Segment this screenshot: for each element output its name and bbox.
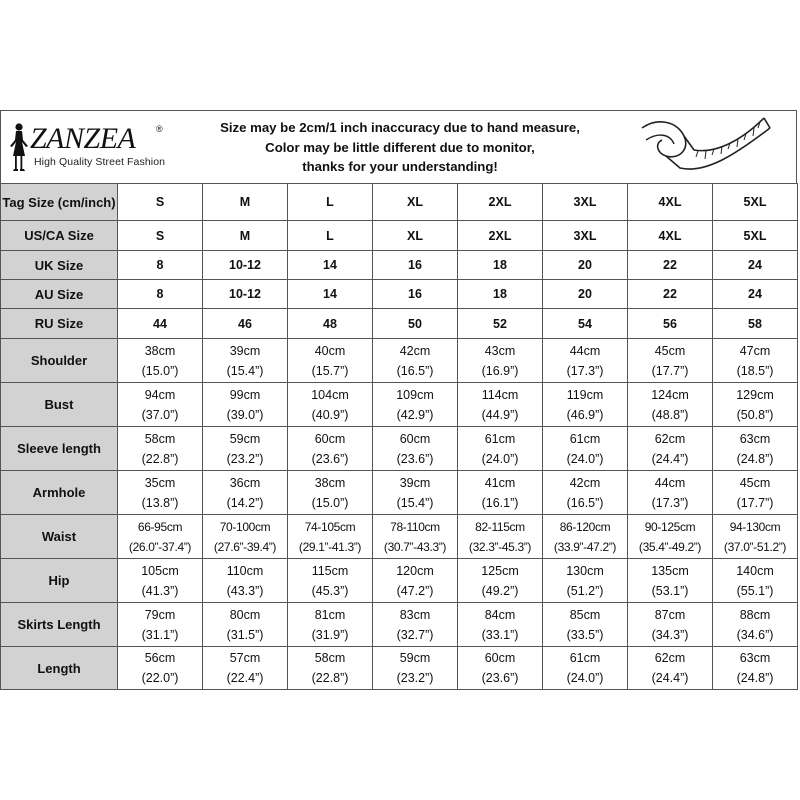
measurement-cell <box>628 647 713 690</box>
measurement-row <box>1 471 798 515</box>
inch-value: (16.1”) <box>481 495 519 510</box>
size-cell: 52 <box>458 309 543 339</box>
cm-value: 39cm <box>229 343 261 358</box>
size-cell: 16 <box>373 280 458 309</box>
cm-value: 45cm <box>654 343 686 358</box>
size-cell: 8 <box>118 280 203 309</box>
inch-value: (37.0”-51.2”) <box>723 539 787 554</box>
inch-value: (33.1”) <box>481 627 519 642</box>
inch-value: (16.5”) <box>566 495 604 510</box>
inch-value: (14.2”) <box>226 495 264 510</box>
size-row <box>1 309 798 339</box>
size-cell: 18 <box>458 251 543 280</box>
inch-value: (31.9”) <box>311 627 349 642</box>
measurement-cell <box>458 427 543 471</box>
notice-line: Size may be 2cm/1 inch inaccuracy due to hand measure, <box>220 120 580 135</box>
cm-value: 70-100cm <box>219 519 271 534</box>
measurement-cell <box>628 339 713 383</box>
measurement-cell <box>118 427 203 471</box>
measurement-cell <box>543 515 628 559</box>
measurement-cell <box>543 647 628 690</box>
inch-value: (32.7”) <box>396 627 434 642</box>
size-notice <box>190 118 610 177</box>
measurement-cell <box>458 383 543 427</box>
inch-value: (35.4”-49.2”) <box>638 539 702 554</box>
cm-value: 94cm <box>144 387 176 402</box>
measurement-cell <box>458 515 543 559</box>
inch-value: (33.9”-47.2”) <box>553 539 617 554</box>
inch-value: (31.1”) <box>141 627 179 642</box>
cm-value: 66-95cm <box>137 519 183 534</box>
measurement-row <box>1 647 798 690</box>
row-label: Hip <box>1 559 118 603</box>
measurement-cell <box>458 339 543 383</box>
measurement-cell <box>713 383 798 427</box>
size-cell: 46 <box>203 309 288 339</box>
inch-value: (45.3”) <box>311 583 349 598</box>
measurement-cell <box>628 427 713 471</box>
cm-value: 61cm <box>569 651 601 665</box>
size-cell: 5XL <box>713 221 798 251</box>
cm-value: 44cm <box>569 343 601 358</box>
cm-value: 40cm <box>314 343 346 358</box>
inch-value: (15.4”) <box>396 495 434 510</box>
measurement-cell <box>713 515 798 559</box>
size-cell: 2XL <box>458 184 543 221</box>
row-label: RU Size <box>1 309 118 339</box>
cm-value: 88cm <box>739 607 771 622</box>
inch-value: (31.5”) <box>226 627 264 642</box>
measurement-cell <box>288 603 373 647</box>
measurement-cell <box>713 427 798 471</box>
inch-value: (24.8”) <box>736 451 774 466</box>
measurement-cell <box>713 471 798 515</box>
measurement-row <box>1 515 798 559</box>
measurement-cell <box>288 383 373 427</box>
measurement-cell <box>373 603 458 647</box>
row-label: AU Size <box>1 280 118 309</box>
inch-value: (44.9”) <box>481 407 519 422</box>
cm-value: 109cm <box>396 387 434 402</box>
inch-value: (23.2”) <box>396 671 434 685</box>
measurement-cell <box>118 647 203 690</box>
inch-value: (27.6”-39.4”) <box>213 539 277 554</box>
cm-value: 42cm <box>399 343 431 358</box>
inch-value: (51.2”) <box>566 583 604 598</box>
size-cell: 14 <box>288 280 373 309</box>
measurement-cell <box>543 427 628 471</box>
size-cell: XL <box>373 184 458 221</box>
measurement-cell <box>118 383 203 427</box>
inch-value: (34.6”) <box>736 627 774 642</box>
size-cell: 4XL <box>628 184 713 221</box>
inch-value: (41.3”) <box>141 583 179 598</box>
inch-value: (23.2”) <box>226 451 264 466</box>
inch-value: (33.5”) <box>566 627 604 642</box>
cm-value: 62cm <box>654 431 686 446</box>
cm-value: 60cm <box>314 431 346 446</box>
measurement-cell <box>543 471 628 515</box>
row-label: Shoulder <box>1 339 118 383</box>
measurement-cell <box>203 647 288 690</box>
measurement-cell <box>458 559 543 603</box>
measuring-tape-icon <box>636 114 776 181</box>
inch-value: (23.6”) <box>396 451 434 466</box>
inch-value: (17.7”) <box>651 363 689 378</box>
brand-tagline: High Quality Street Fashion <box>34 156 166 168</box>
row-label: UK Size <box>1 251 118 280</box>
cm-value: 57cm <box>229 651 261 665</box>
cm-value: 43cm <box>484 343 516 358</box>
brand-logo <box>6 120 176 180</box>
inch-value: (15.4”) <box>226 363 264 378</box>
measurement-cell <box>713 559 798 603</box>
measurement-row <box>1 339 798 383</box>
size-cell: M <box>203 184 288 221</box>
measurement-cell <box>628 471 713 515</box>
size-cell: 4XL <box>628 221 713 251</box>
size-cell: L <box>288 221 373 251</box>
measurement-cell <box>203 559 288 603</box>
size-row <box>1 184 798 221</box>
size-cell: 10-12 <box>203 251 288 280</box>
cm-value: 90-125cm <box>644 519 696 534</box>
size-cell: 58 <box>713 309 798 339</box>
inch-value: (24.8”) <box>736 671 774 685</box>
size-cell: 22 <box>628 251 713 280</box>
inch-value: (22.0”) <box>141 671 179 685</box>
size-chart-header <box>0 110 796 183</box>
cm-value: 119cm <box>566 387 604 402</box>
cm-value: 36cm <box>229 475 261 490</box>
size-cell: 3XL <box>543 221 628 251</box>
inch-value: (46.9”) <box>566 407 604 422</box>
size-cell: 44 <box>118 309 203 339</box>
inch-value: (13.8”) <box>141 495 179 510</box>
row-label: Sleeve length <box>1 427 118 471</box>
measurement-cell <box>203 471 288 515</box>
cm-value: 82-115cm <box>475 519 525 534</box>
measurement-cell <box>203 339 288 383</box>
inch-value: (22.8”) <box>141 451 179 466</box>
inch-value: (39.0”) <box>226 407 264 422</box>
cm-value: 129cm <box>736 387 774 402</box>
size-cell: M <box>203 221 288 251</box>
inch-value: (34.3”) <box>651 627 689 642</box>
size-cell: 18 <box>458 280 543 309</box>
measurement-cell <box>628 603 713 647</box>
size-cell: 20 <box>543 251 628 280</box>
cm-value: 60cm <box>484 651 516 665</box>
measurement-cell <box>288 647 373 690</box>
cm-value: 120cm <box>396 563 434 578</box>
inch-value: (24.4”) <box>651 451 689 466</box>
inch-value: (24.0”) <box>566 451 604 466</box>
cm-value: 42cm <box>569 475 601 490</box>
cm-value: 62cm <box>654 651 686 665</box>
measurement-cell <box>458 647 543 690</box>
size-cell: 20 <box>543 280 628 309</box>
row-label: Waist <box>1 515 118 559</box>
measurement-cell <box>458 603 543 647</box>
cm-value: 78-110cm <box>390 519 440 534</box>
measurement-cell <box>713 339 798 383</box>
size-cell: 2XL <box>458 221 543 251</box>
measurement-cell <box>203 515 288 559</box>
cm-value: 63cm <box>739 431 771 446</box>
measurement-cell <box>288 515 373 559</box>
inch-value: (37.0”) <box>141 407 179 422</box>
inch-value: (53.1”) <box>651 583 689 598</box>
brand-name: ZANZEA <box>30 122 136 155</box>
measurement-cell <box>118 603 203 647</box>
cm-value: 81cm <box>314 607 346 622</box>
cm-value: 74-105cm <box>304 519 356 534</box>
measurement-cell <box>458 471 543 515</box>
size-cell: 54 <box>543 309 628 339</box>
cm-value: 58cm <box>314 651 346 665</box>
size-chart-table <box>0 183 798 690</box>
cm-value: 63cm <box>739 651 771 665</box>
measurement-row <box>1 603 798 647</box>
measurement-cell <box>288 559 373 603</box>
measurement-cell <box>288 339 373 383</box>
inch-value: (17.3”) <box>651 495 689 510</box>
inch-value: (40.9”) <box>311 407 349 422</box>
row-label: Armhole <box>1 471 118 515</box>
measurement-cell <box>713 603 798 647</box>
measurement-cell <box>543 603 628 647</box>
inch-value: (24.0”) <box>566 671 604 685</box>
measurement-cell <box>118 339 203 383</box>
inch-value: (24.4”) <box>651 671 689 685</box>
inch-value: (15.0”) <box>311 495 349 510</box>
inch-value: (49.2”) <box>481 583 519 598</box>
cm-value: 47cm <box>739 343 771 358</box>
inch-value: (16.5”) <box>396 363 434 378</box>
cm-value: 35cm <box>144 475 176 490</box>
measurement-cell <box>543 339 628 383</box>
cm-value: 125cm <box>481 563 519 578</box>
inch-value: (30.7”-43.3”) <box>383 539 447 554</box>
cm-value: 56cm <box>144 651 176 665</box>
inch-value: (16.9”) <box>481 363 519 378</box>
cm-value: 80cm <box>229 607 261 622</box>
cm-value: 115cm <box>311 563 349 578</box>
inch-value: (22.4”) <box>226 671 264 685</box>
cm-value: 61cm <box>569 431 601 446</box>
cm-value: 59cm <box>229 431 261 446</box>
measurement-cell <box>628 383 713 427</box>
measurement-cell <box>118 559 203 603</box>
cm-value: 84cm <box>484 607 516 622</box>
inch-value: (15.0”) <box>141 363 179 378</box>
cm-value: 83cm <box>399 607 431 622</box>
inch-value: (43.3”) <box>226 583 264 598</box>
cm-value: 114cm <box>481 387 519 402</box>
inch-value: (15.7”) <box>311 363 349 378</box>
size-cell: 56 <box>628 309 713 339</box>
inch-value: (47.2”) <box>396 583 434 598</box>
measurement-cell <box>373 383 458 427</box>
row-label: US/CA Size <box>1 221 118 251</box>
cm-value: 39cm <box>399 475 431 490</box>
size-cell: 10-12 <box>203 280 288 309</box>
measurement-cell <box>628 559 713 603</box>
cm-value: 105cm <box>141 563 179 578</box>
cm-value: 130cm <box>566 563 604 578</box>
cm-value: 87cm <box>654 607 686 622</box>
measurement-cell <box>373 427 458 471</box>
measurement-cell <box>373 559 458 603</box>
measurement-cell <box>713 647 798 690</box>
cm-value: 124cm <box>651 387 689 402</box>
size-cell: 24 <box>713 251 798 280</box>
inch-value: (22.8”) <box>311 671 349 685</box>
size-row <box>1 280 798 309</box>
cm-value: 58cm <box>144 431 176 446</box>
cm-value: 86-120cm <box>559 519 611 534</box>
inch-value: (23.6”) <box>481 671 519 685</box>
measurement-cell <box>373 339 458 383</box>
cm-value: 45cm <box>739 475 771 490</box>
size-cell: S <box>118 184 203 221</box>
measurement-cell <box>118 515 203 559</box>
size-cell: 14 <box>288 251 373 280</box>
inch-value: (24.0”) <box>481 451 519 466</box>
row-label: Bust <box>1 383 118 427</box>
cm-value: 38cm <box>144 343 176 358</box>
measurement-cell <box>203 383 288 427</box>
size-cell: XL <box>373 221 458 251</box>
size-cell: L <box>288 184 373 221</box>
cm-value: 59cm <box>399 651 431 665</box>
header-right-border <box>796 110 797 183</box>
row-label: Length <box>1 647 118 690</box>
inch-value: (42.9”) <box>396 407 434 422</box>
measurement-cell <box>373 471 458 515</box>
inch-value: (18.5”) <box>736 363 774 378</box>
measurement-cell <box>203 603 288 647</box>
measurement-row <box>1 427 798 471</box>
size-row <box>1 251 798 280</box>
size-cell: 3XL <box>543 184 628 221</box>
row-label: Tag Size (cm/inch) <box>1 184 118 221</box>
cm-value: 94-130cm <box>729 519 781 534</box>
row-label: Skirts Length <box>1 603 118 647</box>
cm-value: 140cm <box>736 563 774 578</box>
measurement-cell <box>373 515 458 559</box>
cm-value: 61cm <box>484 431 516 446</box>
inch-value: (23.6”) <box>311 451 349 466</box>
inch-value: (17.7”) <box>736 495 774 510</box>
notice-line: Color may be little different due to monitor, <box>265 139 535 155</box>
cm-value: 135cm <box>651 563 689 578</box>
measurement-cell <box>543 383 628 427</box>
notice-line: thanks for your understanding! <box>302 159 498 174</box>
inch-value: (26.0”-37.4”) <box>128 539 192 554</box>
measurement-row <box>1 559 798 603</box>
size-cell: S <box>118 221 203 251</box>
measurement-cell <box>288 427 373 471</box>
cm-value: 104cm <box>311 387 349 402</box>
inch-value: (17.3”) <box>566 363 604 378</box>
size-cell: 8 <box>118 251 203 280</box>
size-cell: 5XL <box>713 184 798 221</box>
size-row <box>1 221 798 251</box>
cm-value: 110cm <box>226 563 264 578</box>
measurement-cell <box>628 515 713 559</box>
size-cell: 16 <box>373 251 458 280</box>
inch-value: (29.1”-41.3”) <box>298 539 362 554</box>
cm-value: 41cm <box>484 475 516 490</box>
cm-value: 85cm <box>569 607 601 622</box>
cm-value: 44cm <box>654 475 686 490</box>
size-cell: 48 <box>288 309 373 339</box>
woman-silhouette-icon <box>6 122 32 177</box>
measurement-cell <box>118 471 203 515</box>
measurement-row <box>1 383 798 427</box>
inch-value: (32.3”-45.3”) <box>468 539 532 554</box>
measurement-cell <box>543 559 628 603</box>
measurement-cell <box>288 471 373 515</box>
inch-value: (55.1”) <box>736 583 774 598</box>
registered-mark: ® <box>156 124 163 134</box>
inch-value: (48.8”) <box>651 407 689 422</box>
size-cell: 24 <box>713 280 798 309</box>
measurement-cell <box>203 427 288 471</box>
measurement-cell <box>373 647 458 690</box>
size-cell: 22 <box>628 280 713 309</box>
cm-value: 79cm <box>144 607 176 622</box>
cm-value: 99cm <box>229 387 261 402</box>
size-cell: 50 <box>373 309 458 339</box>
cm-value: 38cm <box>314 475 346 490</box>
cm-value: 60cm <box>399 431 431 446</box>
inch-value: (50.8”) <box>736 407 774 422</box>
